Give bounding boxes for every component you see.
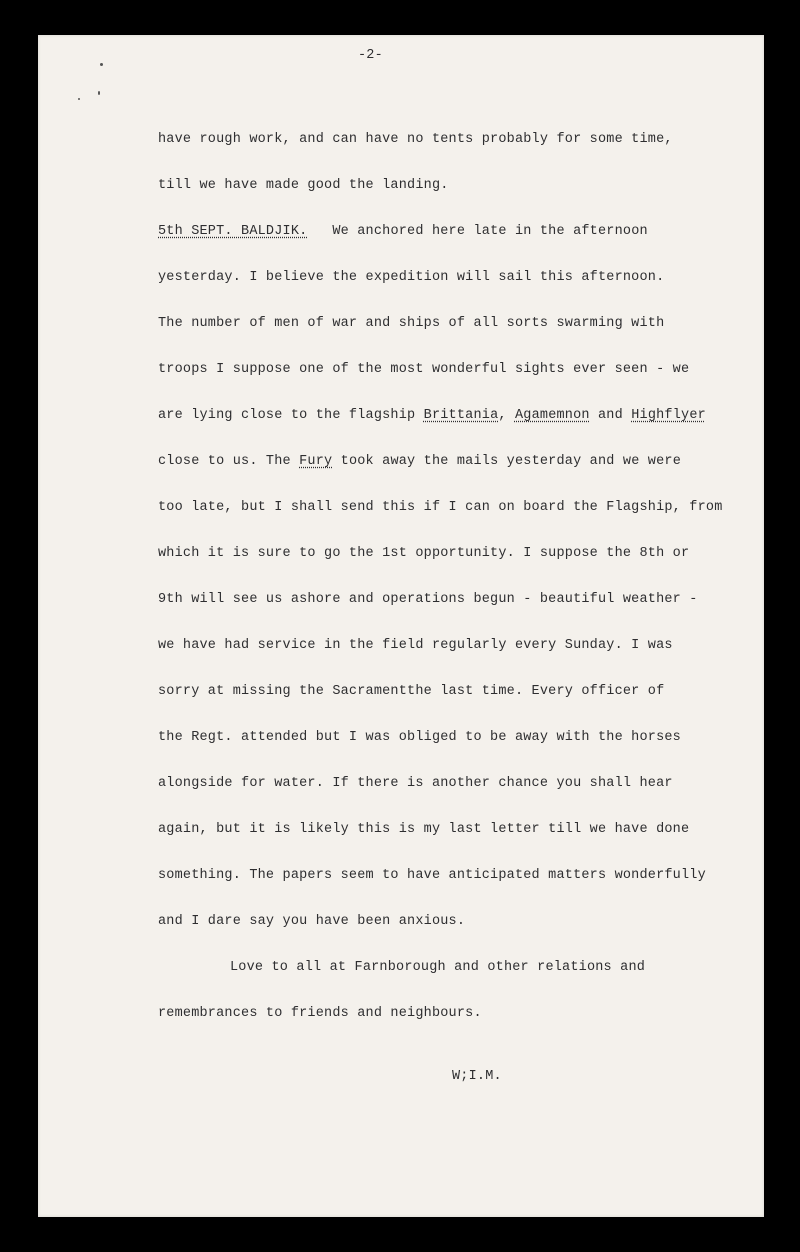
letter-line: 9th will see us ashore and operations begun - beautiful weather - [158, 592, 698, 607]
ship-name: Highflyer [631, 408, 706, 423]
letter-line: remembrances to friends and neighbours. [158, 1006, 482, 1021]
letter-text: and [589, 408, 632, 423]
letter-line: yesterday. I believe the expedition will sail this afternoon. [158, 270, 665, 285]
letter-line: alongside for water. If there is another chance you shall hear [158, 776, 673, 791]
page-number: -2- [358, 48, 383, 63]
letter-line: till we have made good the landing. [158, 178, 449, 193]
letter-text: are lying close to the flagship [158, 408, 424, 423]
letter-page [38, 35, 764, 1217]
ink-speck [98, 91, 100, 95]
ink-speck [100, 63, 103, 66]
ship-name: Fury [299, 454, 333, 469]
letter-line: the Regt. attended but I was obliged to be away with the horses [158, 730, 681, 745]
letter-line: troops I suppose one of the most wonderful sights ever seen - we [158, 362, 690, 377]
letter-line: have rough work, and can have no tents probably for some time, [158, 132, 673, 147]
letter-line: Love to all at Farnborough and other relations and [230, 960, 646, 975]
letter-line: sorry at missing the Sacramentthe last time. Every officer of [158, 684, 665, 699]
letter-line: again, but it is likely this is my last letter till we have done [158, 822, 690, 837]
ship-name: Agamemnon [514, 408, 590, 423]
letter-line: and I dare say you have been anxious. [158, 914, 466, 929]
letter-text: We anchored here late in the afternoon [332, 224, 648, 239]
ink-speck [78, 98, 80, 100]
letter-line: The number of men of war and ships of all sorts swarming with [158, 316, 665, 331]
letter-line [158, 408, 706, 423]
letter-line: too late, but I shall send this if I can on board the Flagship, from [158, 500, 723, 515]
letter-text: took away the mails yesterday and we were [332, 454, 681, 469]
letter-line: which it is sure to go the 1st opportunity. I suppose the 8th or [158, 546, 690, 561]
letter-line: something. The papers seem to have anticipated matters wonderfully [158, 868, 706, 883]
letter-text: close to us. The [158, 454, 300, 469]
letter-line: we have had service in the field regularly every Sunday. I was [158, 638, 673, 653]
signature: W;I.M. [452, 1069, 502, 1084]
letter-line [158, 224, 648, 239]
letter-text: , [498, 408, 515, 423]
date-heading: 5th SEPT. BALDJIK. [158, 224, 308, 239]
ship-name: Brittania [423, 408, 499, 423]
letter-line [158, 454, 681, 469]
